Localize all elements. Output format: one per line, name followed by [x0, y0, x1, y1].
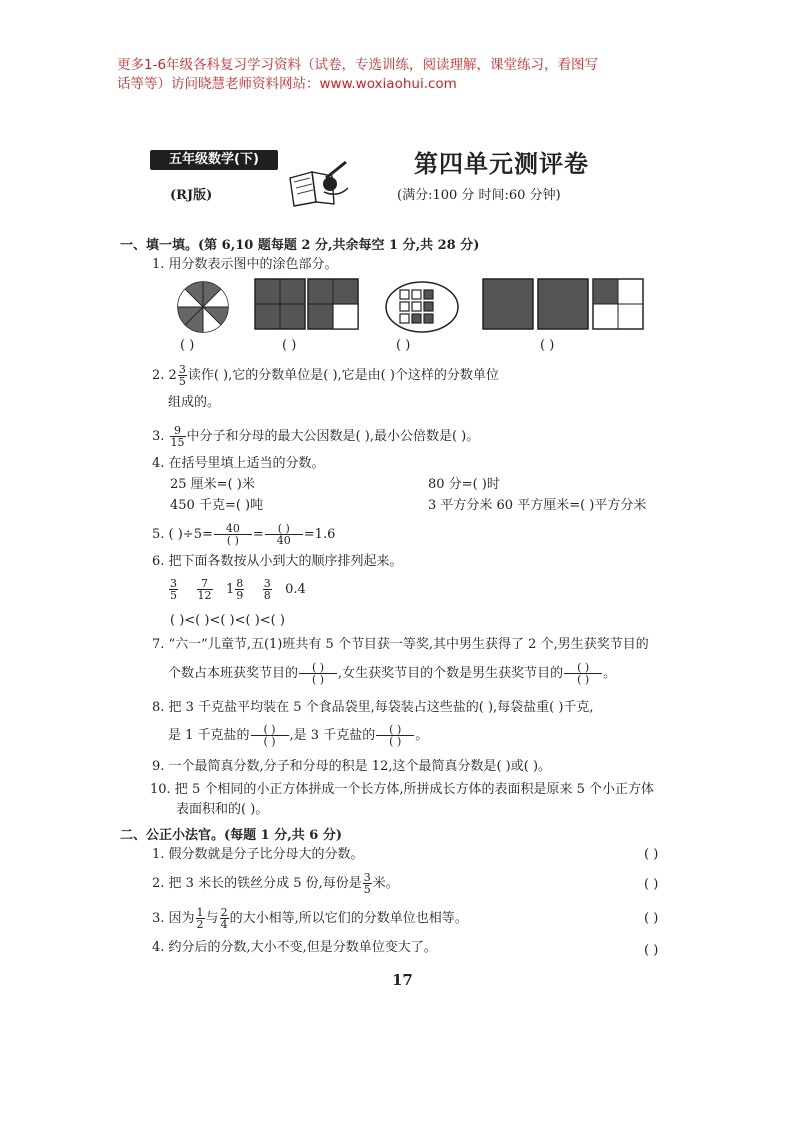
q8-end: 。 [415, 728, 429, 743]
q6-fraction-2: $\frac{7}{12}$ [197, 577, 212, 602]
q1-answer-blank-1[interactable]: ( ) [180, 338, 195, 353]
q2-line [152, 364, 499, 387]
q8-line-1: 8. 把 3 千克盐平均装在 5 个食品袋里,每袋装占这些盐的( ),每袋盐重( )千克, [152, 700, 594, 715]
judge-q3 [152, 907, 468, 930]
book-illustration-icon [286, 158, 356, 210]
judge-q2-text-a: 2. 把 3 米长的铁丝分成 5 份,每份是 [152, 876, 362, 891]
q6-fraction-4: $\frac{3}{8}$ [263, 577, 271, 602]
q1-answer-blank-2[interactable]: ( ) [282, 338, 297, 353]
q10-line-1: 10. 把 5 个相同的小正方体拼成一个长方体,所拼成长方体的表面积是原来 5 个小正方体 [150, 782, 655, 797]
judge-q3-mid: 与 [205, 911, 219, 926]
q7-end: 。 [603, 666, 617, 681]
q8-text-a: 是 1 千克盐的 [168, 728, 250, 743]
judge-q4: 4. 约分后的分数,大小不变,但是分数单位变大了。 [152, 940, 437, 955]
section-1-heading: 一、填一填。(第 6,10 题每题 2 分,共余每空 1 分,共 28 分) [120, 238, 480, 253]
q7-text-a: 个数占本班获奖节目的 [168, 666, 299, 681]
q1-answer-blank-4[interactable]: ( ) [540, 338, 555, 353]
score-time-info: (满分:100 分 时间:60 分钟) [397, 188, 561, 203]
judge-q3-text-b: 的大小相等,所以它们的分数单位也相等。 [229, 911, 468, 926]
judge-answer-3[interactable]: ( ) [644, 911, 659, 926]
promo-line-1: 更多1-6年级各科复习学习资料（试卷，专选训练，阅读理解，课堂练习，看图写 [117, 57, 599, 73]
q5-tail: =1.6 [303, 527, 336, 542]
q2-number: 2. [152, 368, 165, 383]
promo-line-2: 话等等）访问晓慧老师资料网站：www.woxiaohui.com [117, 76, 457, 92]
circle-fraction-figure [176, 280, 230, 334]
q6-numbers [168, 578, 306, 601]
q2-whole: 2 [168, 368, 177, 383]
q7-blank-fraction-1[interactable]: $\frac{( )}{( )}$ [299, 662, 337, 685]
q8-blank-fraction-2[interactable]: $\frac{( )}{( )}$ [376, 724, 414, 747]
judge-answer-2[interactable]: ( ) [644, 877, 659, 892]
q5-prefix: 5. ( )÷5= [152, 527, 213, 542]
page-title: 第四单元测评卷 [414, 149, 589, 178]
q5-line [152, 523, 335, 546]
q10-line-2: 表面积和的( )。 [176, 802, 269, 817]
q3-text: 中分子和分母的最大公因数是( ),最小公倍数是( )。 [186, 429, 480, 444]
q4-item-c: 450 千克=( )吨 [170, 498, 264, 513]
q4-prompt: 4. 在括号里填上适当的分数。 [152, 456, 325, 471]
q2-fraction: $\frac{3}{5}$ [178, 363, 186, 388]
q1-prompt: 1. 用分数表示图中的涂色部分。 [152, 257, 338, 272]
q3-line [152, 425, 479, 448]
judge-q3-fraction-2: $\frac{2}{4}$ [220, 906, 228, 931]
q8-blank-fraction-1[interactable]: $\frac{( )}{( )}$ [251, 724, 289, 747]
q1-answer-blank-3[interactable]: ( ) [396, 338, 411, 353]
page-number: 17 [392, 971, 413, 989]
q3-number: 3. [152, 429, 165, 444]
section-2-heading: 二、公正小法官。(每题 1 分,共 6 分) [120, 828, 343, 843]
grade-badge: 五年级数学(下) [150, 150, 278, 170]
q2-text: 读作( ),它的分数单位是( ),它是由( )个这样的分数单位 [187, 368, 499, 383]
oval-fraction-figure [384, 280, 460, 334]
judge-q3-text-a: 3. 因为 [152, 911, 195, 926]
judge-q3-fraction-1: $\frac{1}{2}$ [196, 906, 204, 931]
q4-item-d: 3 平方分米 60 平方厘米=( )平方分米 [428, 498, 647, 513]
judge-q2-fraction: $\frac{3}{5}$ [363, 871, 371, 896]
judge-q2-text-b: 米。 [372, 876, 399, 891]
q3-fraction: $\frac{9}{15}$ [170, 424, 185, 449]
q5-equals: = [252, 527, 264, 542]
q6-prompt: 6. 把下面各数按从小到大的顺序排列起来。 [152, 554, 403, 569]
q6-fraction-3: $\frac{8}{9}$ [236, 577, 244, 602]
q5-fraction-1: $\frac{40}{( )}$ [214, 523, 252, 546]
judge-answer-1[interactable]: ( ) [644, 847, 659, 862]
q5-fraction-2: $\frac{( )}{40}$ [265, 523, 303, 546]
q7-blank-fraction-2[interactable]: $\frac{( )}{( )}$ [564, 662, 602, 685]
q6-order-blanks[interactable]: ( )<( )<( )<( )<( ) [170, 613, 285, 628]
q6-fraction-1: $\frac{3}{5}$ [170, 577, 177, 602]
q8-text-b: ,是 3 千克盐的 [289, 728, 376, 743]
judge-answer-4[interactable]: ( ) [644, 943, 659, 958]
q7-line-2 [168, 662, 616, 685]
q7-line-1: 7. “六一”儿童节,五(1)班共有 5 个节目获一等奖,其中男生获得了 2 个,男生获奖节目的 [152, 637, 649, 652]
q2-continuation: 组成的。 [168, 395, 221, 410]
edition-label: (RJ版) [170, 188, 213, 203]
q6-decimal: 0.4 [285, 582, 306, 597]
q4-item-a: 25 厘米=( )米 [170, 477, 255, 492]
q9-line: 9. 一个最简真分数,分子和分母的积是 12,这个最简真分数是( )或( )。 [152, 759, 552, 774]
judge-q1: 1. 假分数就是分子比分母大的分数。 [152, 847, 364, 862]
squares-fraction-figure [254, 278, 360, 330]
judge-q2 [152, 872, 399, 895]
q4-item-b: 80 分=( )时 [428, 477, 500, 492]
q7-text-b: ,女生获奖节目的个数是男生获奖节目的 [338, 666, 564, 681]
q8-line-2 [168, 724, 428, 747]
three-squares-fraction-figure [482, 278, 646, 330]
q6-whole: 1 [225, 582, 235, 597]
promo-banner [117, 56, 697, 94]
